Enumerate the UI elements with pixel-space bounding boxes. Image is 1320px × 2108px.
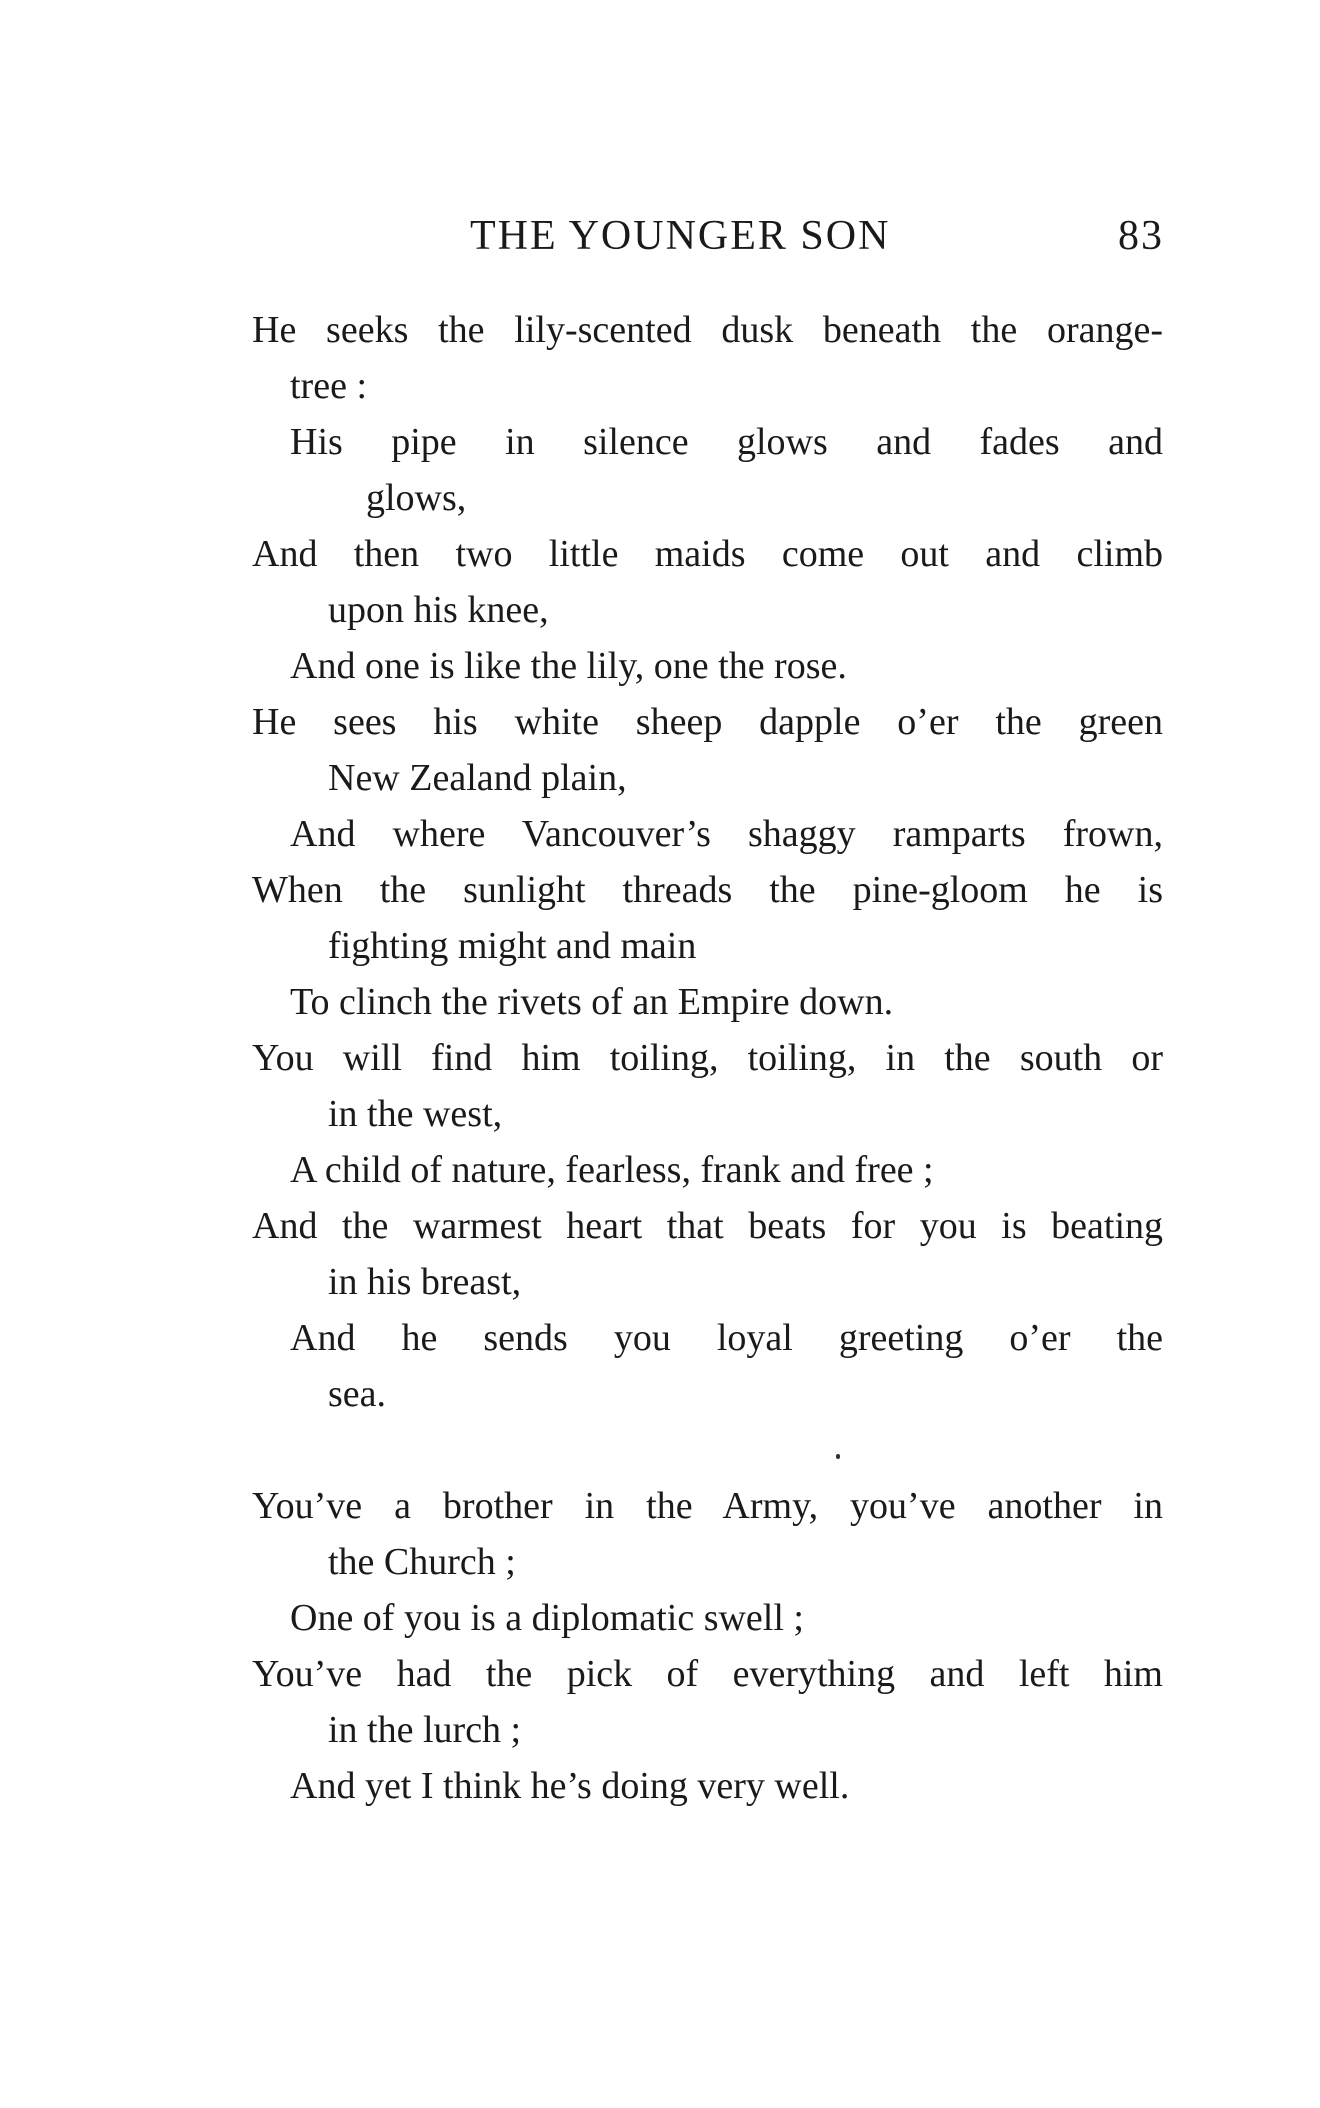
poem-line: And the warmest heart that beats for you is beating bbox=[252, 1205, 1163, 1247]
poem-line: His pipe in silence glows and fades and bbox=[290, 421, 1163, 463]
poem-line: He seeks the lily-scented dusk beneath the orange- bbox=[252, 309, 1163, 351]
poem-line: One of you is a diplomatic swell ; bbox=[290, 1597, 804, 1639]
poem-line: You’ve had the pick of everything and left him bbox=[252, 1653, 1163, 1695]
poem-line: And then two little maids come out and climb bbox=[252, 533, 1163, 575]
page-number: 83 bbox=[1118, 213, 1164, 259]
poem-line: And yet I think he’s doing very well. bbox=[290, 1765, 850, 1807]
poem-line: A child of nature, fearless, frank and free ; bbox=[290, 1149, 934, 1191]
poem-line: sea. bbox=[328, 1373, 387, 1415]
poem-line: glows, bbox=[366, 477, 467, 519]
poem-line: You’ve a brother in the Army, you’ve another in bbox=[252, 1485, 1163, 1527]
poem-line: in his breast, bbox=[328, 1261, 522, 1303]
poem-line: the Church ; bbox=[328, 1541, 516, 1583]
poem-line: upon his knee, bbox=[328, 589, 549, 631]
poem-line: in the lurch ; bbox=[328, 1709, 522, 1751]
poem-line: And one is like the lily, one the rose. bbox=[290, 645, 847, 687]
poem-line: And where Vancouver’s shaggy ramparts frown, bbox=[290, 813, 1163, 855]
poem-line: When the sunlight threads the pine-gloom he is bbox=[252, 869, 1163, 911]
printer-mark bbox=[836, 1454, 840, 1459]
poem-line: You will find him toiling, toiling, in the south or bbox=[252, 1037, 1163, 1079]
running-title: THE YOUNGER SON bbox=[470, 213, 891, 259]
poem-line: fighting might and main bbox=[328, 925, 697, 967]
poem-line: in the west, bbox=[328, 1093, 503, 1135]
poem-line: tree : bbox=[290, 365, 368, 407]
poem-line: To clinch the rivets of an Empire down. bbox=[290, 981, 894, 1023]
poem-line: And he sends you loyal greeting o’er the bbox=[290, 1317, 1163, 1359]
poem-line: New Zealand plain, bbox=[328, 757, 627, 799]
poem-line: He sees his white sheep dapple o’er the green bbox=[252, 701, 1163, 743]
running-head bbox=[470, 212, 1170, 268]
